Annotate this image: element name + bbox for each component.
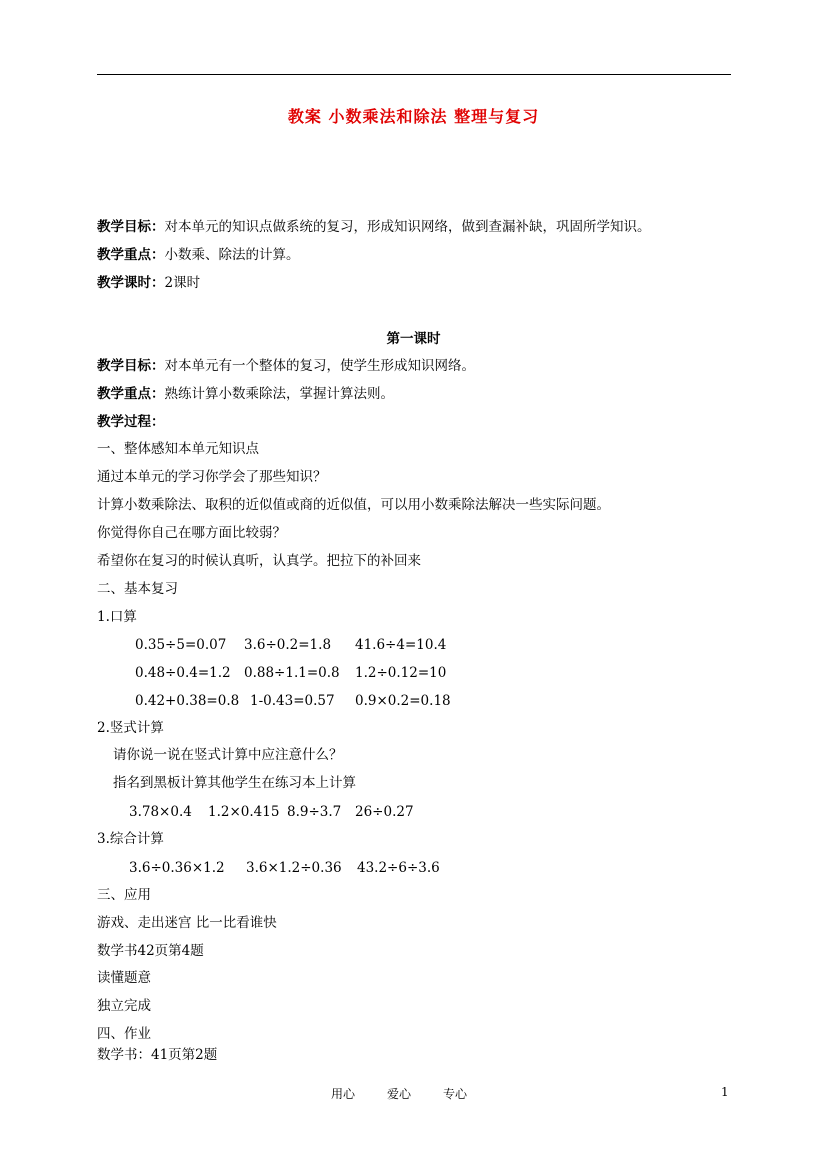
application-line: 游戏、走出迷宫 比一比看谁快 (97, 915, 277, 931)
oral-item: 1.2÷0.12=10 (355, 665, 447, 681)
footer-text: 专心 (443, 1087, 468, 1101)
vertical-heading: 2.竖式计算 (97, 720, 164, 736)
combined-item: 3.6÷0.36×1.2 (129, 860, 225, 876)
intro-hours-text: 2课时 (164, 275, 201, 291)
vertical-instruction: 指名到黑板计算其他学生在练习本上计算 (113, 775, 356, 791)
intro-hours (97, 273, 200, 293)
lesson1-goal-label: 教学目标： (97, 358, 165, 374)
lesson1-focus (97, 384, 394, 404)
oral-item: 1-0.43=0.57 (250, 693, 335, 709)
oral-item: 0.9×0.2=0.18 (355, 693, 451, 709)
body-line: 计算小数乘除法、取积的近似值或商的近似值，可以用小数乘除法解决一些实际问题。 (97, 497, 610, 513)
document-title: 教案 小数乘法和除法 整理与复习 (287, 107, 540, 126)
lesson1-heading: 第一课时 (386, 331, 441, 347)
intro-focus-label: 教学重点： (97, 247, 165, 263)
body-line: 二、基本复习 (97, 581, 178, 597)
lesson1-focus-label: 教学重点： (97, 386, 165, 402)
footer-text: 爱心 (387, 1087, 412, 1101)
body-line: 你觉得你自己在哪方面比较弱？ (97, 525, 286, 541)
intro-hours-label: 教学课时： (97, 275, 165, 291)
oral-item: 0.42+0.38=0.8 (135, 693, 240, 709)
intro-goal-label: 教学目标： (97, 219, 165, 235)
application-line: 读懂题意 (97, 970, 151, 986)
lesson1-goal (97, 356, 475, 376)
vertical-item: 8.9÷3.7 (287, 804, 342, 820)
oral-item: 0.35÷5=0.07 (135, 637, 227, 653)
lesson1-process-label: 教学过程： (97, 414, 165, 430)
vertical-question: 请你说一说在竖式计算中应注意什么？ (113, 747, 343, 763)
application-line: 四、作业 (97, 1026, 151, 1042)
body-line: 一、整体感知本单元知识点 (97, 441, 259, 457)
vertical-item: 26÷0.27 (355, 804, 414, 820)
header-rule (97, 74, 731, 75)
application-line: 数学书42页第4题 (97, 943, 204, 959)
page-number: 1 (721, 1085, 729, 1099)
lesson1-goal-text: 对本单元有一个整体的复习，使学生形成知识网络。 (164, 358, 475, 374)
oral-item: 0.88÷1.1=0.8 (244, 665, 340, 681)
vertical-item: 3.78×0.4 (129, 804, 192, 820)
homework-line: 数学书：41页第2题 (97, 1047, 218, 1063)
application-line: 独立完成 (97, 998, 151, 1014)
body-line: 通过本单元的学习你学会了那些知识？ (97, 469, 327, 485)
combined-heading: 3.综合计算 (97, 831, 164, 847)
oral-heading: 1.口算 (97, 609, 137, 625)
oral-item: 0.48÷0.4=1.2 (135, 665, 231, 681)
body-line: 希望你在复习的时候认真听，认真学。把拉下的补回来 (97, 553, 421, 569)
footer-text: 用心 (331, 1087, 356, 1101)
oral-item: 41.6÷4=10.4 (355, 637, 447, 653)
intro-goal (97, 217, 651, 237)
oral-item: 3.6÷0.2=1.8 (244, 637, 332, 653)
intro-focus (97, 245, 300, 265)
intro-focus-text: 小数乘、除法的计算。 (164, 247, 300, 263)
vertical-item: 1.2×0.415 (208, 804, 280, 820)
combined-item: 3.6×1.2÷0.36 (246, 860, 342, 876)
combined-item: 43.2÷6÷3.6 (357, 860, 440, 876)
intro-goal-text: 对本单元的知识点做系统的复习，形成知识网络，做到查漏补缺，巩固所学知识。 (164, 219, 651, 235)
lesson1-focus-text: 熟练计算小数乘除法，掌握计算法则。 (164, 386, 394, 402)
application-line: 三、应用 (97, 887, 151, 903)
